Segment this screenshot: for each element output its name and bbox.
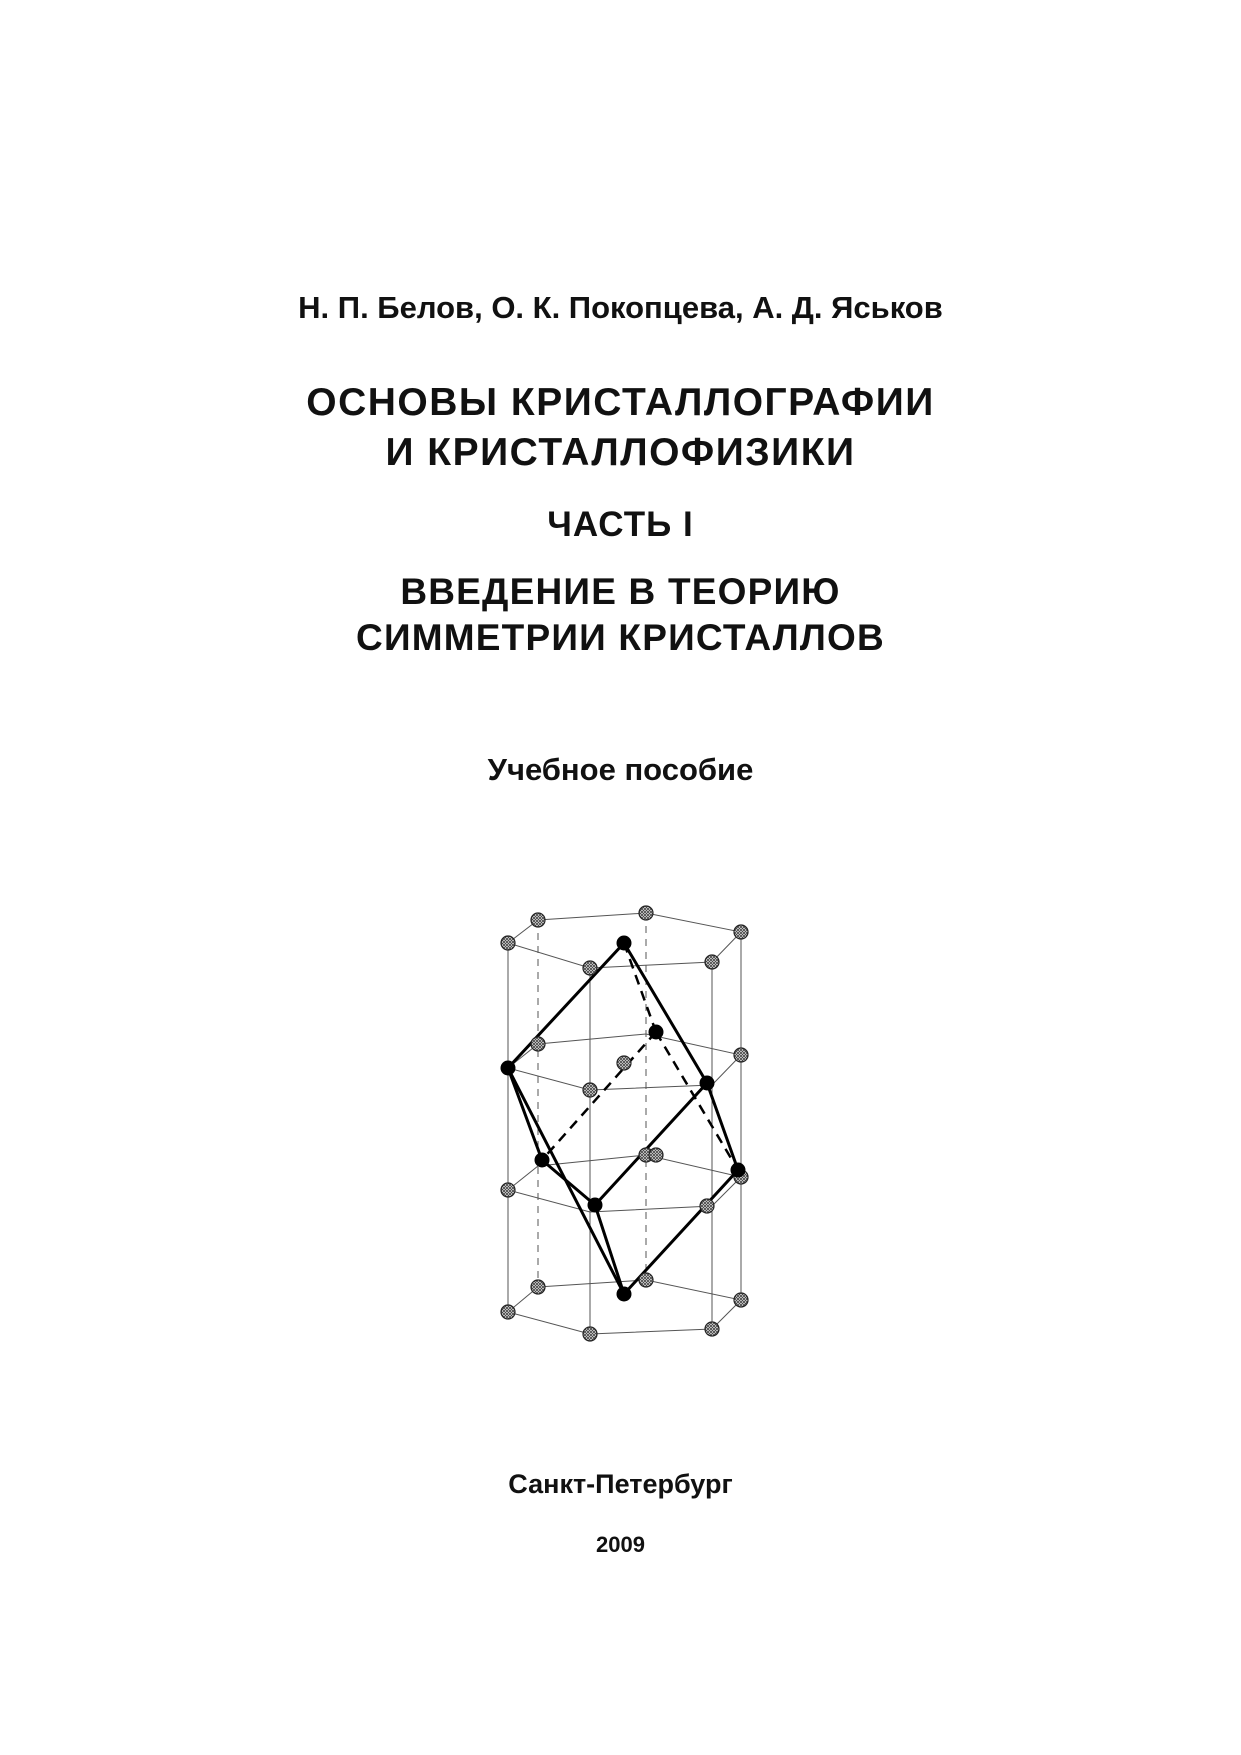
publication-city: Санкт-Петербург	[508, 1469, 733, 1499]
book-title-line-2: И КРИСТАЛЛОФИЗИКИ	[385, 431, 856, 474]
book-title-line-1: ОСНОВЫ КРИСТАЛЛОГРАФИИ	[306, 381, 935, 424]
rhombohedral-cell-edges	[508, 943, 738, 1294]
authors: Н. П. Белов, О. К. Покопцева, А. Д. Яськов	[298, 290, 943, 325]
filled-atoms	[501, 936, 746, 1302]
subtitle-line-1: ВВЕДЕНИЕ В ТЕОРИЮ	[400, 571, 841, 612]
part-number: ЧАСТЬ I	[547, 505, 694, 544]
publication-type: Учебное пособие	[487, 752, 754, 787]
subtitle-line-2: СИММЕТРИИ КРИСТАЛЛОВ	[356, 617, 885, 658]
publication-year: 2009	[596, 1532, 645, 1557]
rhombohedral-cell-hidden-edges	[542, 943, 738, 1170]
hexagonal-prism-with-rhombohedral-cell-icon	[490, 895, 760, 1345]
